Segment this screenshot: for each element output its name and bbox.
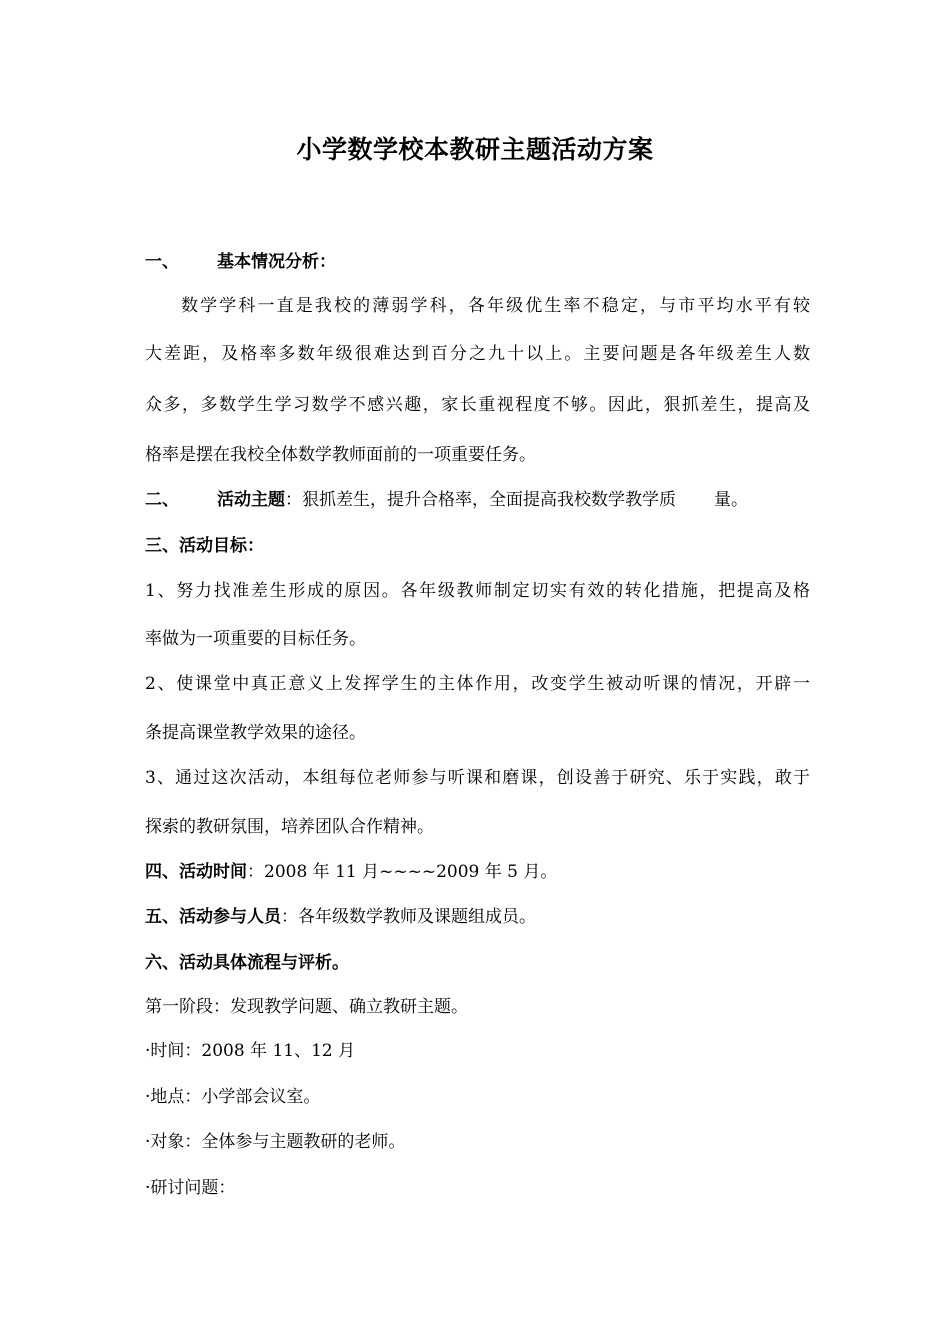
section-2-line bbox=[145, 488, 810, 512]
goal-line: 1、努力找准差生形成的原因。各年级教师制定切实有效的转化措施，把提高及格 bbox=[145, 581, 810, 601]
stage-place: ·地点：小学部会议室。 bbox=[145, 1087, 321, 1107]
section-1-heading bbox=[145, 250, 810, 274]
stage-target: ·对象：全体参与主题教研的老师。 bbox=[145, 1132, 406, 1152]
paragraph-line: 大差距，及格率多数年级很难达到百分之九十以上。主要问题是各年级差生人数 bbox=[145, 344, 810, 364]
stage-topic: ·研讨问题： bbox=[145, 1178, 236, 1198]
section-4-content: ：2008 年 11 月~~~~2009 年 5 月。 bbox=[247, 862, 558, 882]
goal-line: 3、通过这次活动，本组每位老师参与听课和磨课，创设善于研究、乐于实践，敢于 bbox=[145, 768, 810, 788]
section-2-title: 活动主题 bbox=[217, 490, 285, 510]
section-2-content: 狠抓差生，提升合格率，全面提高我校数学教学质 bbox=[302, 490, 676, 510]
stage-time: ·时间：2008 年 11、12 月 bbox=[145, 1041, 356, 1061]
paragraph-line: 格率是摆在我校全体数学教师面前的一项重要任务。 bbox=[145, 445, 536, 465]
section-5-line bbox=[145, 905, 810, 929]
paragraph-line: 众多，多数学生学习数学不感兴趣，家长重视程度不够。因此，狠抓差生，提高及 bbox=[145, 395, 810, 415]
section-2-number: 二、 bbox=[145, 490, 179, 510]
goal-line: 探索的教研氛围，培养团队合作精神。 bbox=[145, 817, 434, 837]
section-5-content: ：各年级数学教师及课题组成员。 bbox=[281, 907, 536, 927]
section-3-heading: 三、活动目标： bbox=[145, 536, 264, 556]
goal-line: 2、使课堂中真正意义上发挥学生的主体作用，改变学生被动听课的情况，开辟一 bbox=[145, 674, 810, 694]
section-2-colon: ： bbox=[285, 490, 302, 510]
section-4-title: 四、活动时间 bbox=[145, 862, 247, 882]
section-1-number: 一、 bbox=[145, 252, 179, 272]
goal-line: 率做为一项重要的目标任务。 bbox=[145, 629, 366, 649]
section-1-title: 基本情况分析： bbox=[217, 252, 336, 272]
goal-line: 条提高课堂教学效果的途径。 bbox=[145, 723, 366, 743]
section-6-heading: 六、活动具体流程与评析。 bbox=[145, 953, 349, 973]
stage-title: 第一阶段：发现教学问题、确立教研主题。 bbox=[145, 997, 468, 1017]
paragraph-line: 数学学科一直是我校的薄弱学科，各年级优生率不稳定，与市平均水平有较 bbox=[181, 296, 810, 316]
section-2-content-end: 量。 bbox=[714, 490, 748, 510]
page-title: 小学数学校本教研主题活动方案 bbox=[296, 135, 654, 164]
section-5-title: 五、活动参与人员 bbox=[145, 907, 281, 927]
section-4-line bbox=[145, 860, 810, 884]
